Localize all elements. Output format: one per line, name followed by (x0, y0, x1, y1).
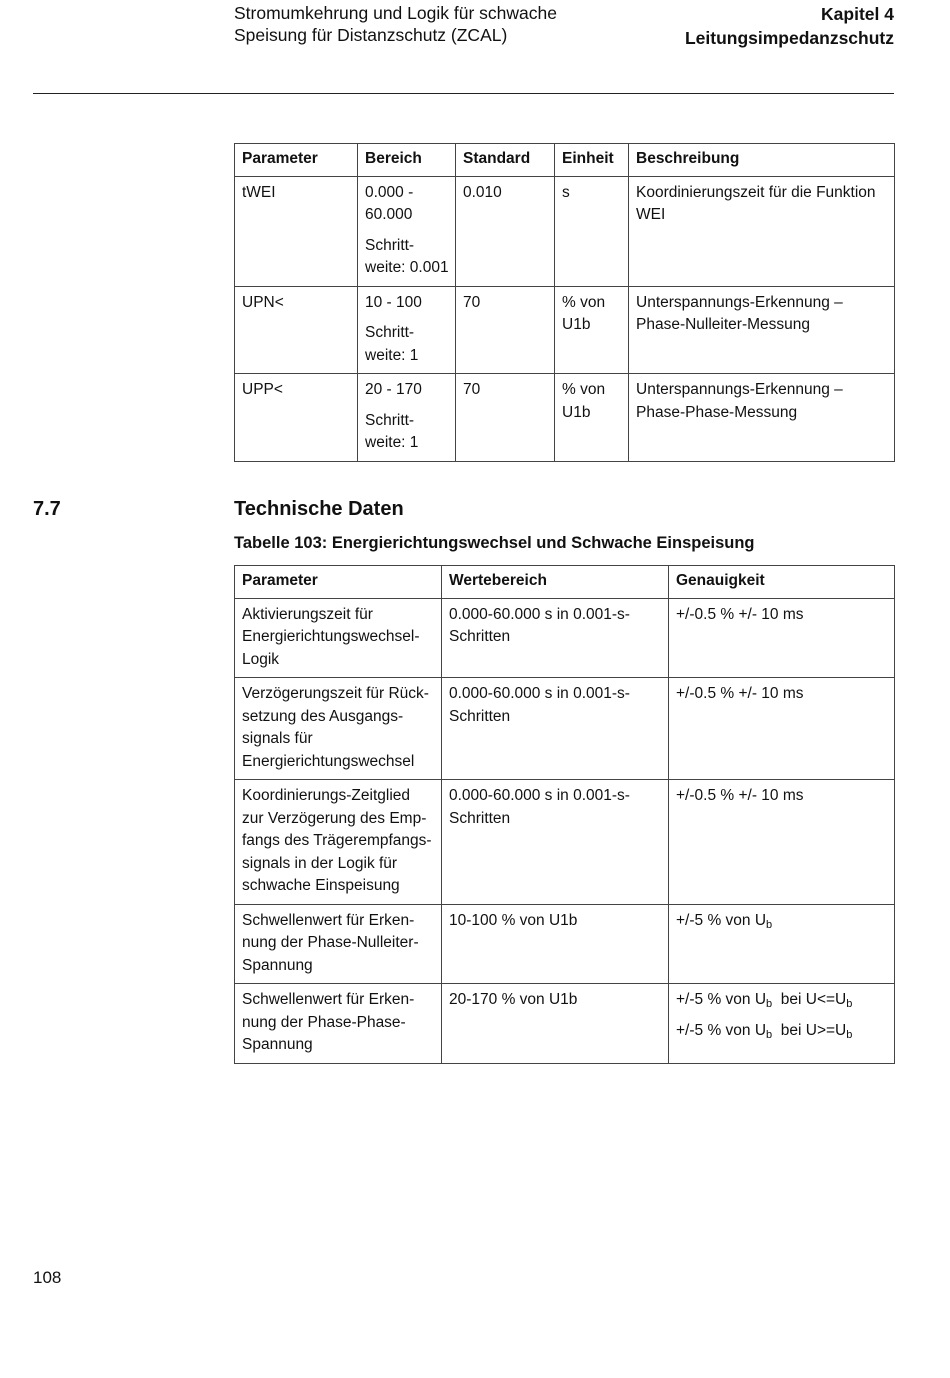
parameter-cell: UPN< (235, 286, 358, 374)
header-right (685, 2, 894, 50)
parameter-cell: Koordinierungs-Zeitglied zur Verzögerung des Emp- fangs des Trägerempfangs- signals in der Logik für schwache Einspeisung (235, 780, 442, 905)
description-cell: Unterspannungs-Erkennung – Phase-Phase-Messung (629, 374, 895, 462)
unit-cell: % von U1b (555, 374, 629, 462)
column-header: Standard (456, 144, 555, 177)
column-header: Parameter (235, 566, 442, 599)
column-header: Einheit (555, 144, 629, 177)
range-cell (358, 176, 456, 286)
range-value: 60.000 (365, 206, 413, 223)
default-cell: 70 (456, 374, 555, 462)
range-cell: 20-170 % von U1b (442, 984, 669, 1064)
default-cell: 70 (456, 286, 555, 374)
table-row (235, 780, 895, 905)
accuracy-line: +/-5 % von $U_b$ bei $U<=U_b$ (676, 991, 853, 1010)
chapter-title: Leitungsimpedanzschutz (684, 28, 894, 48)
parameter-cell: Schwellenwert für Erken- nung der Phase-Phase- Spannung (235, 984, 442, 1064)
range-cell: 0.000-60.000 s in 0.001-s- Schritten (442, 678, 669, 780)
column-header: Parameter (235, 144, 358, 177)
chapter-label: Kapitel 4 (821, 4, 894, 24)
range-cell: 10-100 % von U1b (442, 904, 669, 984)
column-header: Beschreibung (629, 144, 895, 177)
column-header: Wertebereich (442, 566, 669, 599)
default-cell: 0.010 (456, 176, 555, 286)
range-cell: 0.000-60.000 s in 0.001-s- Schritten (442, 780, 669, 905)
parameter-cell: UPP< (235, 374, 358, 462)
step-size: Schritt- weite: 0.001 (365, 236, 449, 276)
table-row (235, 984, 895, 1064)
header-divider (33, 93, 894, 94)
accuracy-cell: +/-0.5 % +/- 10 ms (669, 598, 895, 678)
table-row (235, 904, 895, 984)
parameter-cell: tWEI (235, 176, 358, 286)
unit-cell: % von U1b (555, 286, 629, 374)
unit-cell: s (555, 176, 629, 286)
section-number: 7.7 (33, 498, 61, 520)
range-cell (358, 286, 456, 374)
parameter-cell: Schwellenwert für Erken- nung der Phase-Nulleiter- Spannung (235, 904, 442, 984)
table-row (235, 598, 895, 678)
header-left-line2: Speisung für Distanzschutz (ZCAL) (234, 25, 508, 45)
table-row (235, 374, 895, 462)
table-header-row (235, 566, 895, 599)
accuracy-cell: +/-0.5 % +/- 10 ms (669, 678, 895, 780)
accuracy-cell: +/-5 % von $U_b$ (669, 904, 895, 984)
range-cell (358, 374, 456, 462)
technical-data-table (234, 565, 895, 1064)
page-number: 108 (33, 1268, 62, 1287)
column-header: Bereich (358, 144, 456, 177)
table-row (235, 286, 895, 374)
header-left (234, 2, 557, 46)
description-cell: Unterspannungs-Erkennung – Phase-Nulleiter-Messung (629, 286, 895, 374)
range-cell: 0.000-60.000 s in 0.001-s- Schritten (442, 598, 669, 678)
range-value: 0.000 - (365, 183, 414, 201)
column-header: Genauigkeit (669, 566, 895, 599)
accuracy-cell (669, 984, 895, 1064)
accuracy-cell: +/-0.5 % +/- 10 ms (669, 780, 895, 905)
range-value: 10 - 100 (365, 293, 422, 311)
table-row (235, 176, 895, 286)
parameter-cell: Verzögerungszeit für Rück- setzung des Ausgangs- signals für Energierichtungswechsel (235, 678, 442, 780)
description-cell: Koordinierungszeit für die Funktion WEI (629, 176, 895, 286)
step-size: Schritt- weite: 1 (365, 411, 419, 451)
parameter-cell: Aktivierungszeit für Energierichtungswechsel- Logik (235, 598, 442, 678)
section-title: Technische Daten (234, 498, 404, 520)
range-value: 20 - 170 (365, 381, 422, 398)
parameter-table (234, 143, 895, 462)
table-caption: Tabelle 103: Energierichtungswechsel und Schwache Einspeisung (234, 534, 755, 552)
accuracy-line: +/-5 % von $U_b$ bei $U>=U_b$ (676, 1021, 853, 1041)
header-left-line1: Stromumkehrung und Logik für schwache (234, 3, 557, 23)
table-row (235, 678, 895, 780)
table-header-row (235, 144, 895, 177)
step-size: Schritt- weite: 1 (365, 324, 419, 364)
